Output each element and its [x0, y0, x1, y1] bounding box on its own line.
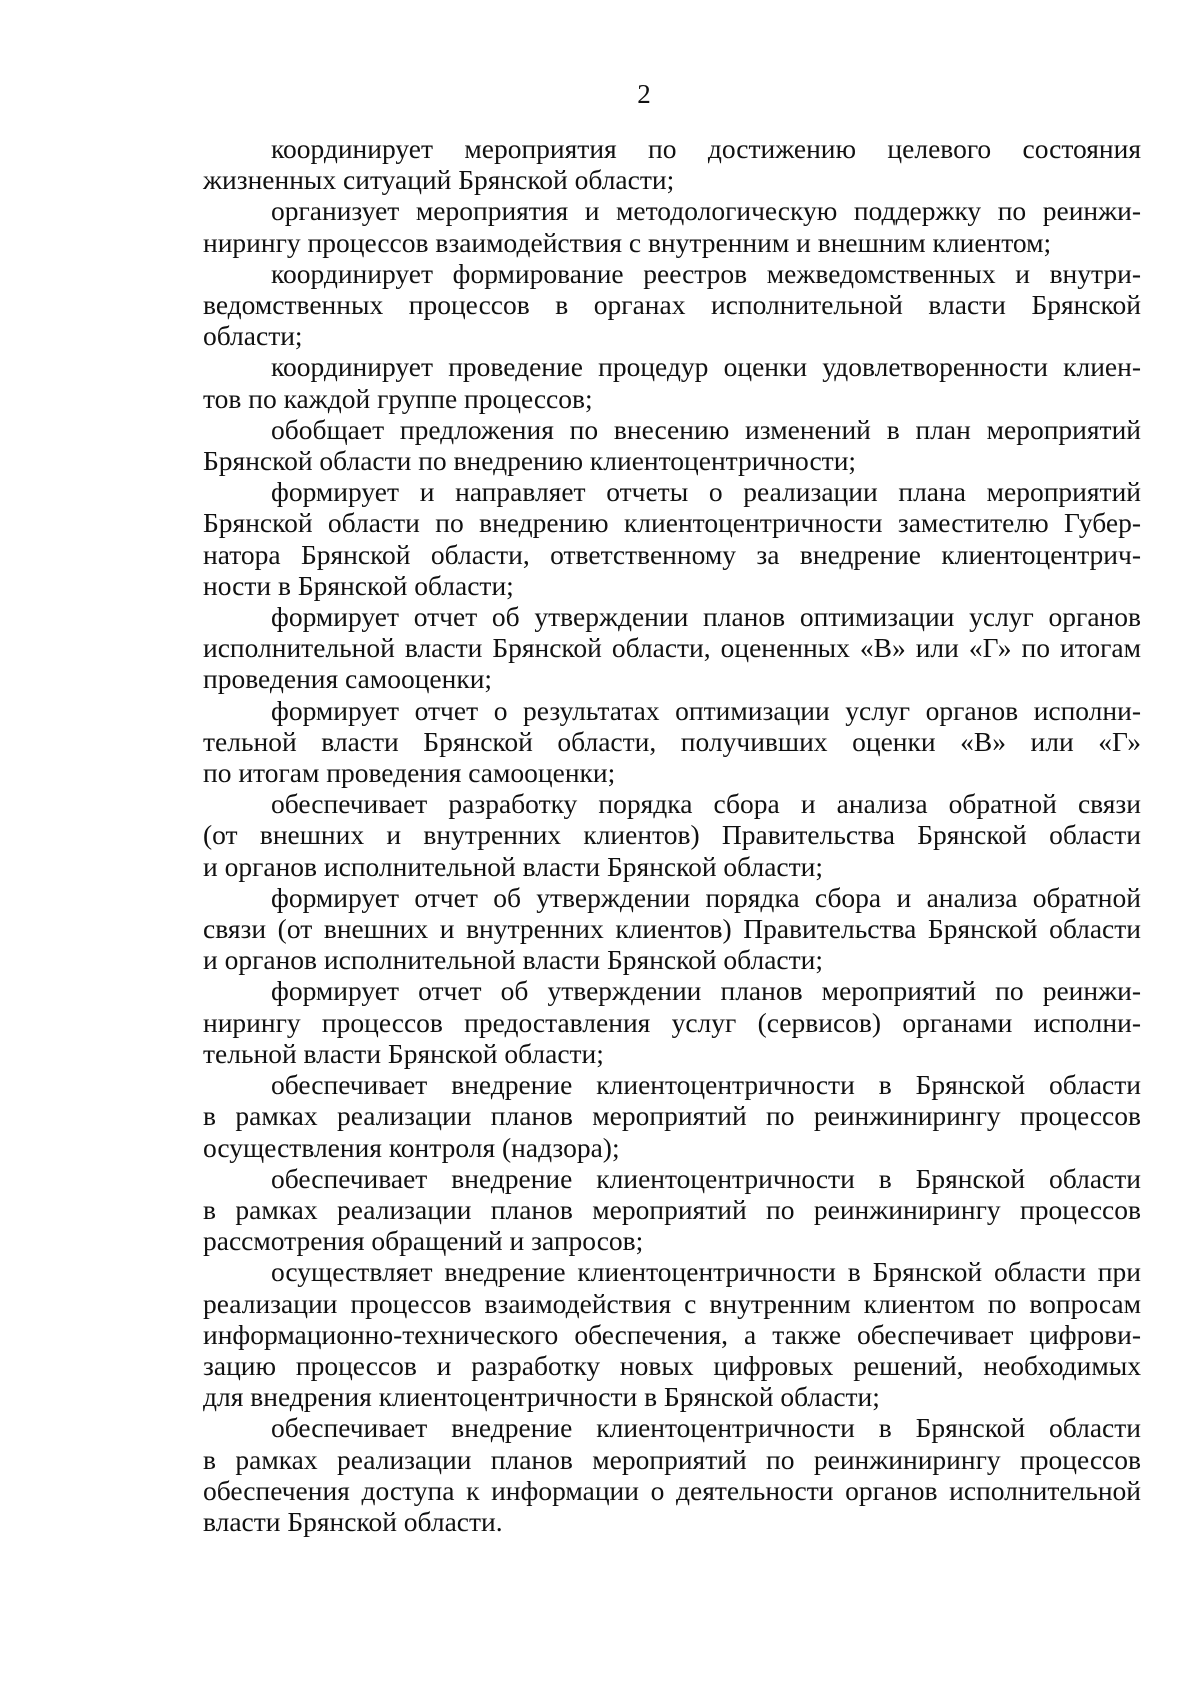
paragraph-line: тельной власти Брянской области, получивших оценки «В» или «Г» — [203, 725, 1141, 757]
paragraph — [203, 1256, 1141, 1412]
paragraph-line: реализации процессов взаимодействия с внутренним клиентом по вопросам — [203, 1287, 1141, 1319]
paragraph-line: обеспечивает внедрение клиентоцентричности в Брянской области — [271, 1162, 1141, 1194]
paragraph — [203, 1163, 1141, 1257]
paragraph-line: власти Брянской области. — [203, 1505, 503, 1537]
paragraph — [203, 601, 1141, 695]
paragraph — [203, 133, 1141, 195]
paragraph-line: обеспечения доступа к информации о деятельности органов исполнительной — [203, 1474, 1141, 1506]
paragraph-line: информационно-технического обеспечения, а также обеспечивает цифрови- — [203, 1318, 1141, 1350]
page-number: 2 — [637, 79, 651, 109]
paragraph-line: формирует отчет об утверждении планов оптимизации услуг органов — [271, 601, 1141, 633]
paragraph — [203, 476, 1141, 601]
paragraph-line: рассмотрения обращений и запросов; — [203, 1225, 644, 1257]
paragraph-line: тельной власти Брянской области; — [203, 1037, 604, 1069]
paragraph — [203, 351, 1141, 413]
paragraph-line: в рамках реализации планов мероприятий по реинжинирингу процессов — [203, 1100, 1141, 1132]
paragraph — [203, 414, 1141, 476]
paragraph — [203, 788, 1141, 882]
paragraph-line: нирингу процессов предоставления услуг (сервисов) органами исполни- — [203, 1006, 1141, 1038]
paragraph-line: формирует отчет об утверждении порядка сбора и анализа обратной — [271, 881, 1141, 913]
paragraph-line: формирует и направляет отчеты о реализации плана мероприятий — [271, 476, 1141, 508]
paragraph-line: формирует отчет о результатах оптимизации услуг органов исполни- — [271, 694, 1141, 726]
paragraph-line: и органов исполнительной власти Брянской области; — [203, 850, 823, 882]
document-body — [203, 133, 1141, 1537]
paragraph-line: для внедрения клиентоцентричности в Брянской области; — [203, 1381, 880, 1413]
paragraph-line: координирует проведение процедур оценки удовлетворенности клиен- — [271, 351, 1141, 383]
paragraph — [203, 258, 1141, 352]
paragraph-line: организует мероприятия и методологическую поддержку по реинжи- — [271, 195, 1141, 227]
paragraph — [203, 1412, 1141, 1537]
paragraph-line: тов по каждой группе процессов; — [203, 382, 593, 414]
paragraph-line: и органов исполнительной власти Брянской области; — [203, 944, 823, 976]
paragraph-line: ности в Брянской области; — [203, 569, 514, 601]
paragraph-line: исполнительной власти Брянской области, оцененных «В» или «Г» по итогам — [203, 632, 1141, 664]
paragraph — [203, 195, 1141, 257]
paragraph-line: жизненных ситуаций Брянской области; — [203, 164, 675, 196]
paragraph-line: связи (от внешних и внутренних клиентов) Правительства Брянской области — [203, 913, 1141, 945]
paragraph-line: в рамках реализации планов мероприятий по реинжинирингу процессов — [203, 1193, 1141, 1225]
paragraph-line: зацию процессов и разработку новых цифровых решений, необходимых — [203, 1349, 1141, 1381]
paragraph-line: (от внешних и внутренних клиентов) Правительства Брянской области — [203, 819, 1141, 851]
paragraph — [203, 975, 1141, 1069]
paragraph-line: проведения самооценки; — [203, 663, 493, 695]
paragraph-line: по итогам проведения самооценки; — [203, 757, 616, 789]
paragraph-line: области; — [203, 320, 303, 352]
paragraph-line: осуществления контроля (надзора); — [203, 1131, 620, 1163]
paragraph-line: формирует отчет об утверждении планов мероприятий по реинжи- — [271, 975, 1141, 1007]
paragraph-line: натора Брянской области, ответственному за внедрение клиентоцентрич- — [203, 538, 1141, 570]
paragraph-line: ведомственных процессов в органах исполнительной власти Брянской — [203, 289, 1141, 321]
paragraph-line: обеспечивает внедрение клиентоцентричности в Брянской области — [271, 1069, 1141, 1101]
paragraph-line: обеспечивает разработку порядка сбора и анализа обратной связи — [271, 788, 1141, 820]
paragraph-line: осуществляет внедрение клиентоцентричности в Брянской области при — [271, 1256, 1141, 1288]
paragraph — [203, 695, 1141, 789]
paragraph — [203, 882, 1141, 976]
paragraph-line: координирует мероприятия по достижению целевого состояния — [271, 133, 1141, 164]
paragraph-line: обобщает предложения по внесению изменений в план мероприятий — [271, 413, 1141, 445]
paragraph-line: Брянской области по внедрению клиентоцентричности заместителю Губер- — [203, 507, 1141, 539]
paragraph-line: Брянской области по внедрению клиентоцентричности; — [203, 445, 857, 477]
paragraph — [203, 1069, 1141, 1163]
paragraph-line: нирингу процессов взаимодействия с внутренним и внешним клиентом; — [203, 226, 1052, 258]
paragraph-line: координирует формирование реестров межведомственных и внутри- — [271, 257, 1141, 289]
paragraph-line: в рамках реализации планов мероприятий по реинжинирингу процессов — [203, 1443, 1141, 1475]
paragraph-line: обеспечивает внедрение клиентоцентричности в Брянской области — [271, 1412, 1141, 1444]
